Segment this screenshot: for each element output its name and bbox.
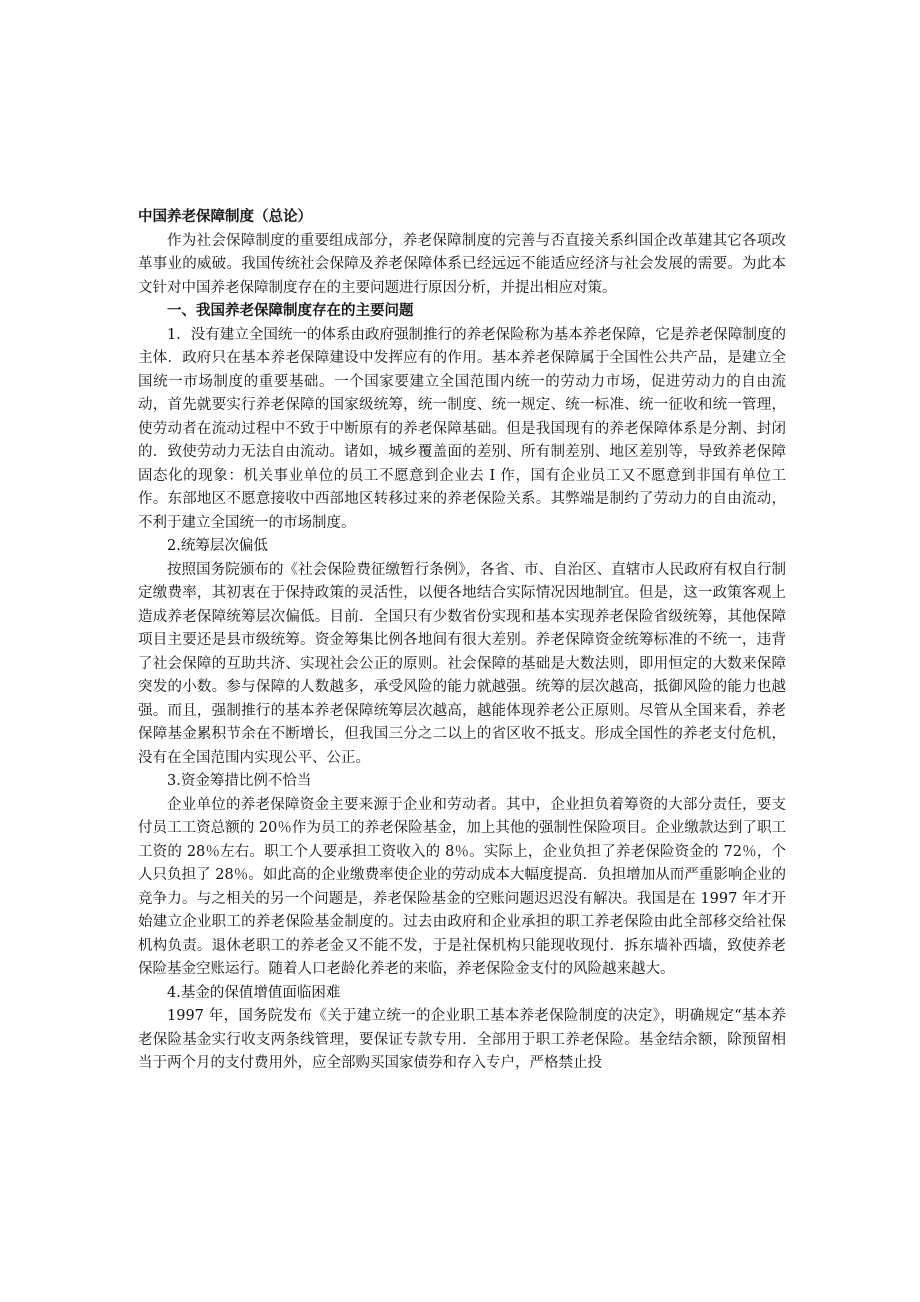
document-page	[138, 206, 786, 1076]
document-title: 中国养老保障制度（总论）	[138, 209, 312, 225]
item3-paragraph: 企业单位的养老保障资金主要来源于企业和劳动者。其中，企业担负着筹资的大部分责任，要支付员工工资总额的 20％作为员工的养老保险基金，加上其他的强制性保险项目。企业缴款达到了职工工资的 28％左右。职工个人要承担工资收入的 8％。实际上，企业负担了养老保险资金的 72％，个人只负担了 28％。如此高的企业缴费率使企业的劳动成本大幅度提高．负担增加从而严重影响企业的竞争力。与之相关的另一个问题是，养老保险基金的空账问题迟迟没有解决。我国是在 1997 年才开始建立企业职工的养老保险基金制度的。过去由政府和企业承担的职工养老保险由此全部移交给社保机构负责。退休老职工的养老金又不能不发，于是社保机构只能现收现付．拆东墙补西墙，致使养老保险基金空账运行。随着人口老龄化养老的来临，养老保险金支付的风险越来越大。	[138, 796, 786, 977]
item3-heading: 3.资金筹措比例不恰当	[167, 773, 312, 789]
item4-heading: 4.基金的保值增值面临困难	[167, 984, 341, 1001]
item4-paragraph: 1997 年，国务院发布《关于建立统一的企业职工基本养老保险制度的决定》，明确规定“基本养老保险基金实行收支两条线管理，要保证专款专用．全部用于职工养老保险。基金结余额，除预留相当于两个月的支付费用外，应全部购买国家债券和存入专户，严格禁止投	[138, 1008, 786, 1071]
intro-paragraph: 作为社会保障制度的重要组成部分，养老保障制度的完善与否直接关系纠国企改革建其它各项改革事业的威破。我国传统社会保障及养老保障体系已经远远不能适应经济与社会发展的需要。为此本文针对中国养老保障制度存在的主要问题进行原因分析，并提出相应对策。	[138, 232, 786, 296]
item1-paragraph: 1．没有建立全国统一的体系由政府强制推行的养老保险称为基本养老保障，它是养老保障制度的主体．政府只在基本养老保障建设中发挥应有的作用。基本养老保障属于全国性公共产品，是建立全国统一市场制度的重要基础。一个国家要建立全国范围内统一的劳动力市场，促进劳动力的自由流动，首先就要实行养老保障的国家级统筹，统一制度、统一规定、统一标准、统一征收和统一管理，使劳动者在流动过程中不致于中断原有的养老保障基础。但是我国现有的养老保障体系是分割、封闭的．致使劳动力无法自由流动。诸如，城乡覆盖面的差别、所有制差别、地区差别等，导致养老保障固态化的现象：机关事业单位的员工不愿意到企业去 I 作，国有企业员工又不愿意到非国有单位工作。东部地区不愿意接收中西部地区转移过来的养老保险关系。其弊端是制约了劳动力的自由流动，不利于建立全国统一的市场制度。	[138, 326, 786, 531]
item2-paragraph: 按照国务院颁布的《社会保险费征缴暂行条例》，各省、市、自治区、直辖市人民政府有权自行制定缴费率，其初衷在于保持政策的灵活性，以便各地结合实际情况因地制宜。但是，这一政策客观上造成养老保障统筹层次偏低。目前．全国只有少数省份实现和基本实现养老保险省级统筹，其他保障项目主要还是县市级统筹。资金筹集比例各地间有很大差别。养老保障资金统筹标准的不统一，违背了社会保障的互助共济、实现社会公正的原则。社会保障的基础是大数法则，即用恒定的大数来保障突发的小数。参与保障的人数越多，承受风险的能力就越强。统筹的层次越高，抵御风险的能力也越强。而且，强制推行的基本养老保障统筹层次越高，越能体现养老公正原则。尽管从全国来看，养老保障基金累积节余在不断增长，但我国三分之二以上的省区收不抵支。形成全国性的养老支付危机，没有在全国范围内实现公平、公正。	[138, 561, 786, 766]
section-heading: 一、我国养老保障制度存在的主要问题	[167, 303, 414, 319]
item2-heading: 2.统筹层次偏低	[167, 538, 268, 554]
